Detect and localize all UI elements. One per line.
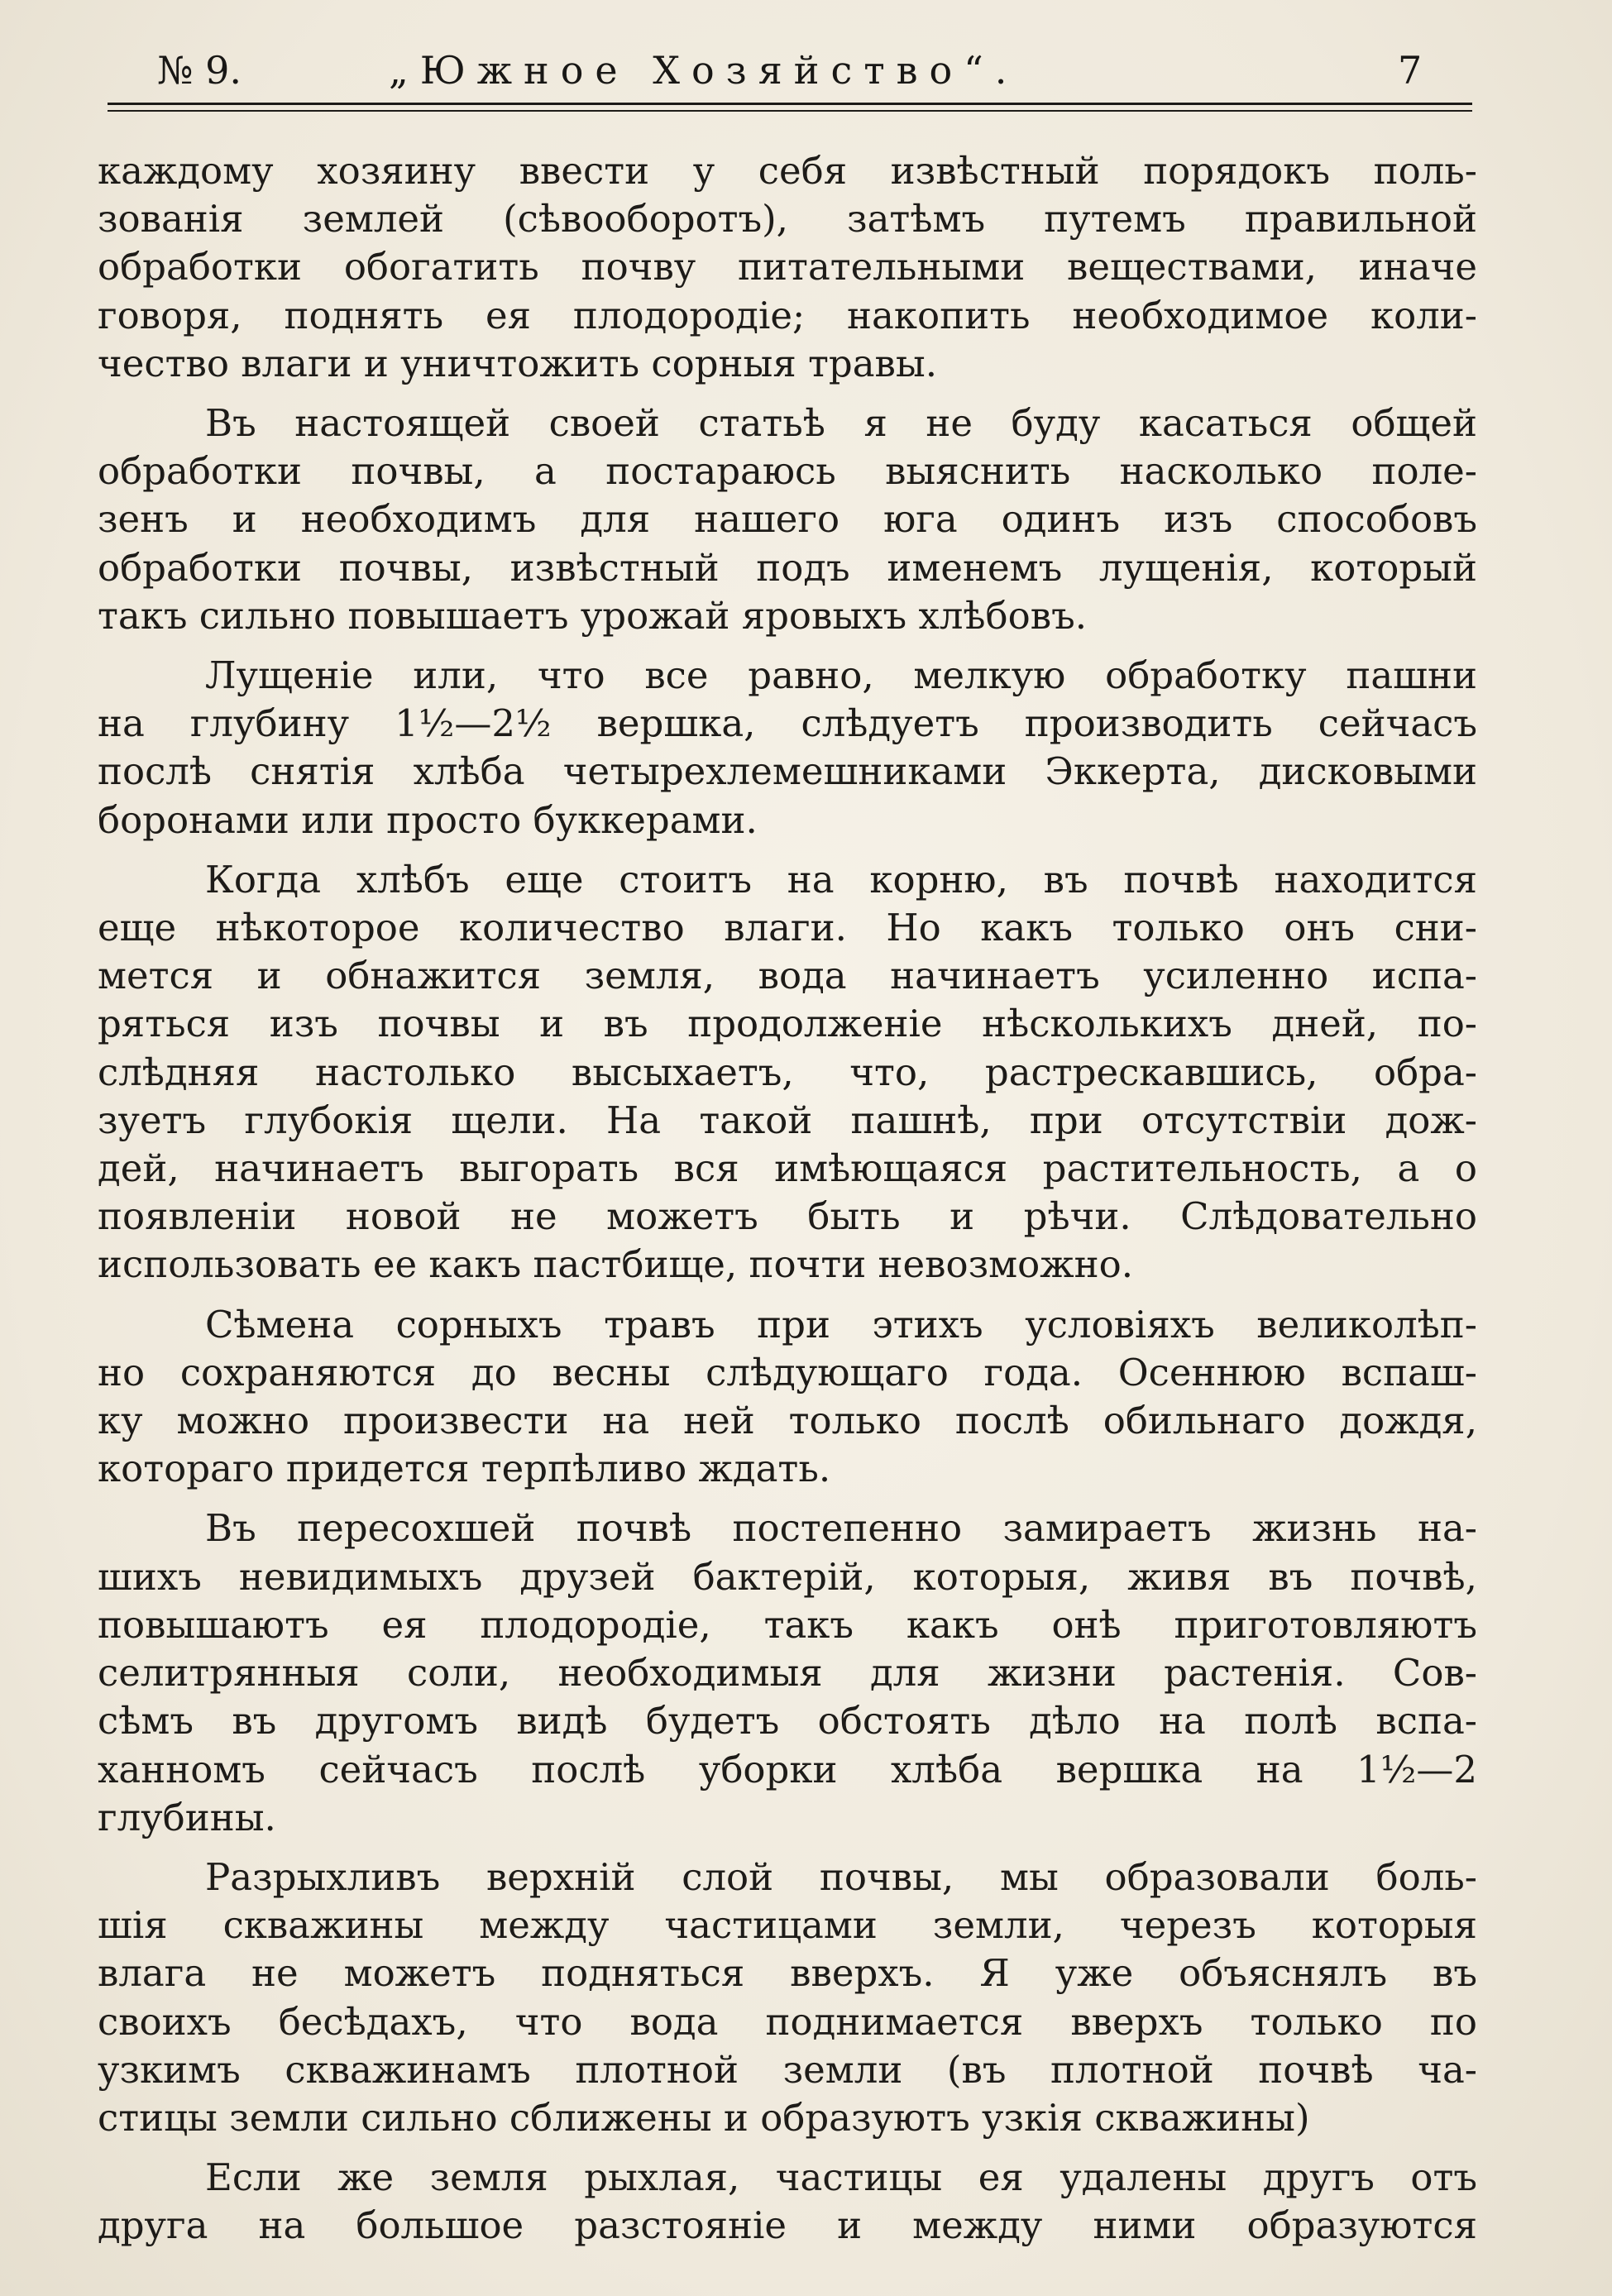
text-line: обработки почвы, а постараюсь выяснить насколько поле- [98, 449, 1477, 494]
text-line: появленіи новой не можетъ быть и рѣчи. Слѣдовательно [98, 1194, 1477, 1239]
paragraph [98, 856, 1477, 1289]
text-line: влага не можетъ подняться вверхъ. Я уже объяснялъ въ [98, 1951, 1477, 1996]
text-line: сѣмъ въ другомъ видѣ будетъ обстоять дѣло на полѣ вспа- [98, 1699, 1477, 1744]
text-line: послѣ снятія хлѣба четырехлемешниками Эккерта, дисковыми [98, 749, 1477, 794]
text-line: обработки почвы, извѣстный подъ именемъ лущенія, который [98, 545, 1477, 590]
text-line: ряться изъ почвы и въ продолженіе нѣсколькихъ дней, по- [98, 1002, 1477, 1046]
text-line: Разрыхливъ верхній слой почвы, мы образовали боль- [205, 1854, 1477, 1899]
text-line: на глубину 1½—2½ вершка, слѣдуетъ производить сейчасъ [98, 701, 1477, 746]
text-line: котораго придется терпѣливо ждать. [98, 1447, 831, 1491]
header-rule-thick [108, 103, 1472, 105]
text-line: стицы земли сильно сближены и образуютъ узкія скважины) [98, 2095, 1310, 2140]
paragraph [98, 147, 1477, 388]
paragraph [98, 1854, 1477, 2142]
paragraph [98, 652, 1477, 844]
text-line: Когда хлѣбъ еще стоитъ на корню, въ почвѣ находится [205, 857, 1477, 902]
text-line: повышаютъ ея плодородіе, такъ какъ онѣ приготовляютъ [98, 1602, 1477, 1647]
text-line: узкимъ скважинамъ плотной земли (въ плотной почвѣ ча- [98, 2047, 1477, 2092]
text-line: мется и обнажится земля, вода начинаетъ усиленно испа- [98, 954, 1477, 998]
body-text [98, 147, 1477, 2262]
text-line: но сохраняются до весны слѣдующаго года. Осеннюю вспаш- [98, 1350, 1477, 1394]
text-line: зенъ и необходимъ для нашего юга одинъ изъ способовъ [98, 497, 1477, 542]
paragraph [98, 1504, 1477, 1841]
text-line: Если же земля рыхлая, частицы ея удалены другъ отъ [205, 2155, 1477, 2200]
running-header [108, 48, 1472, 106]
text-line: зуетъ глубокія щели. На такой пашнѣ, при отсутствіи дож- [98, 1098, 1477, 1142]
text-line: Въ пересохшей почвѣ постепенно замираетъ жизнь на- [205, 1506, 1477, 1551]
journal-title: „Южное Хозяйство“. [389, 48, 1019, 93]
text-line: говоря, поднять ея плодородіе; накопить необходимое коли- [98, 293, 1477, 337]
text-line: использовать ее какъ пастбище, почти невозможно. [98, 1242, 1134, 1287]
header-rule-thin [108, 110, 1472, 112]
text-line: еще нѣкоторое количество влаги. Но какъ только онъ сни- [98, 906, 1477, 950]
text-line: дей, начинаетъ выгорать вся имѣющаяся растительность, а о [98, 1146, 1477, 1191]
text-line: каждому хозяину ввести у себя извѣстный порядокъ поль- [98, 149, 1477, 193]
text-line: Лущеніе или, что все равно, мелкую обработку пашни [205, 653, 1477, 698]
paragraph [98, 399, 1477, 640]
text-line: такъ сильно повышаетъ урожай яровыхъ хлѣбовъ. [98, 593, 1088, 638]
text-line: Въ настоящей своей статьѣ я не буду касаться общей [205, 401, 1477, 446]
text-line: Сѣмена сорныхъ травъ при этихъ условіяхъ великолѣп- [205, 1302, 1477, 1347]
text-line: боронами или просто буккерами. [98, 797, 758, 842]
issue-number: № 9. [157, 48, 242, 93]
text-line: ханномъ сейчасъ послѣ уборки хлѣба вершка на 1½—2 [98, 1747, 1477, 1791]
text-line: чество влаги и уничтожить сорныя травы. [98, 341, 938, 385]
text-line: обработки обогатить почву питательными веществами, иначе [98, 245, 1477, 289]
text-line: слѣдняя настолько высыхаетъ, что, растрескавшись, обра- [98, 1050, 1477, 1094]
text-line: зованія землей (сѣвооборотъ), затѣмъ путемъ правильной [98, 197, 1477, 242]
paragraph [98, 1301, 1477, 1494]
paragraph [98, 2154, 1477, 2250]
text-line: своихъ бесѣдахъ, что вода поднимается вверхъ только по [98, 1999, 1477, 2044]
page-number: 7 [1398, 48, 1423, 93]
text-line: ку можно произвести на ней только послѣ обильнаго дождя, [98, 1399, 1477, 1443]
text-line: друга на большое разстояніе и между ними образуются [98, 2203, 1477, 2248]
text-line: шія скважины между частицами земли, черезъ которыя [98, 1903, 1477, 1948]
text-line: глубины. [98, 1795, 276, 1839]
text-line: шихъ невидимыхъ друзей бактерій, которыя, живя въ почвѣ, [98, 1554, 1477, 1599]
text-line: селитрянныя соли, необходимыя для жизни растенія. Сов- [98, 1651, 1477, 1696]
